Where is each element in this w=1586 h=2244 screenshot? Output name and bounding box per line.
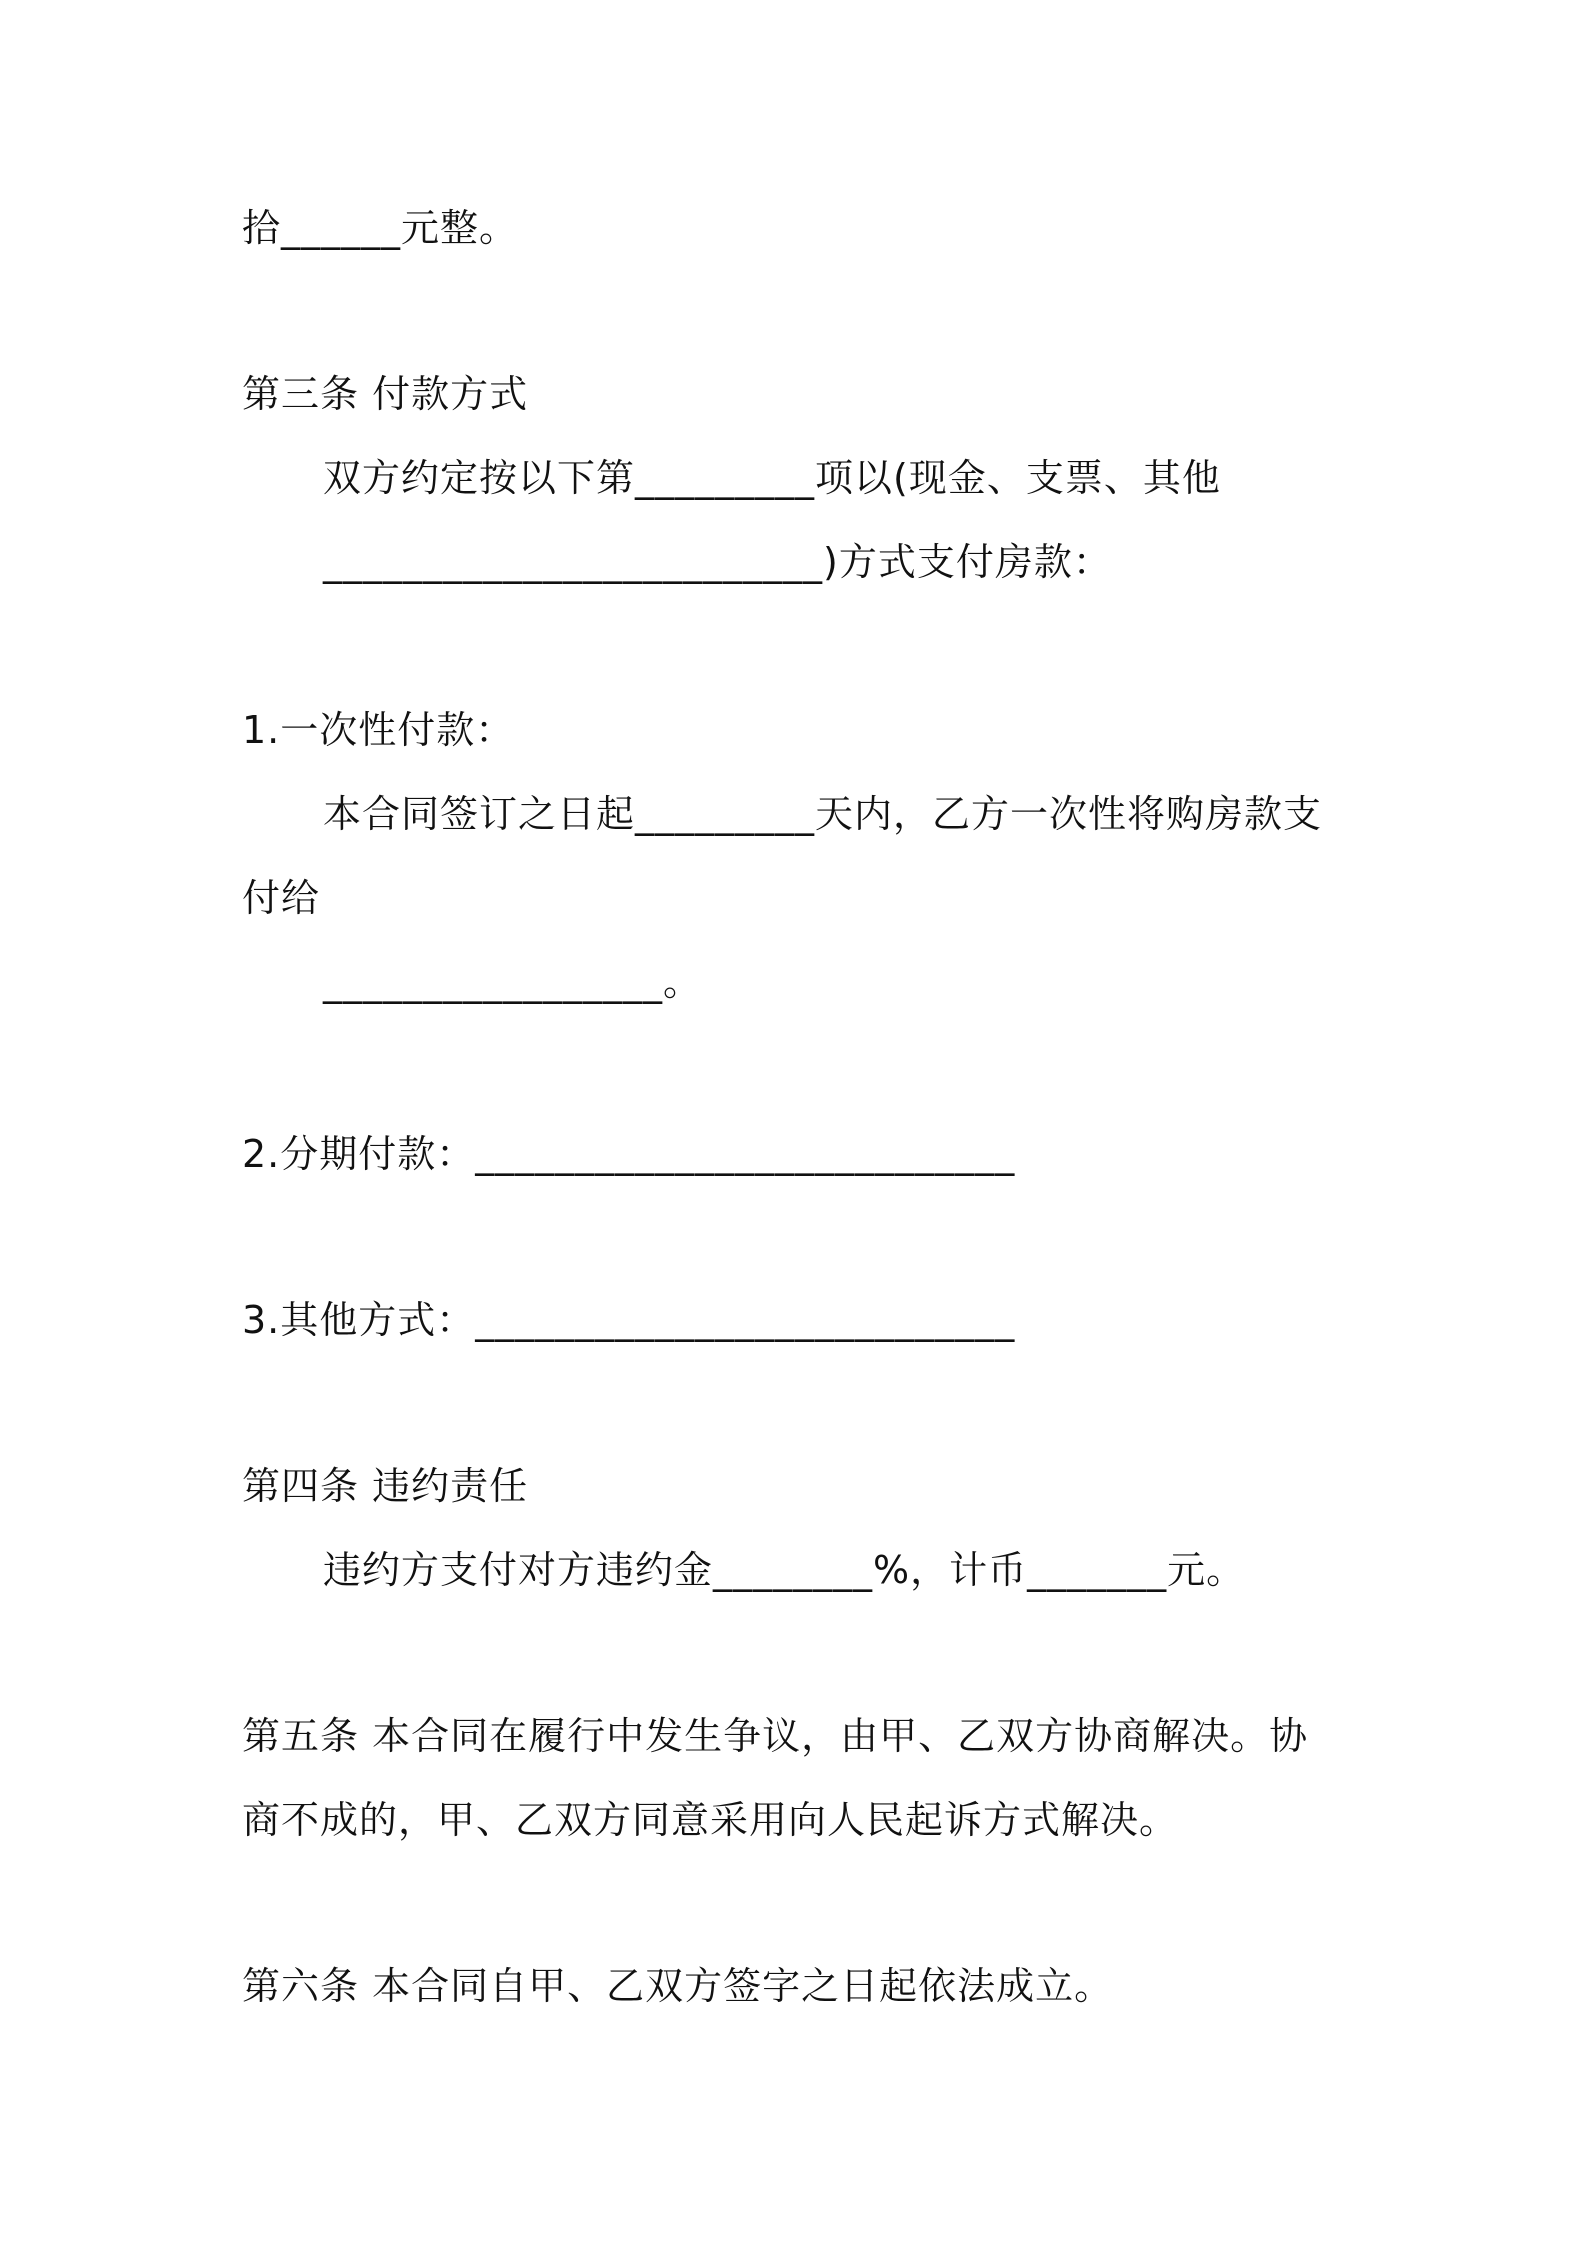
payment-option-2: 2.分期付款：___________________________: [242, 1132, 1016, 1176]
payment-option-1-heading: 1.一次性付款：: [242, 708, 515, 752]
article-3-paragraph-line-2: _________________________)方式支付房款：: [323, 540, 1112, 584]
payment-option-1-line-2: 付给: [242, 876, 321, 920]
article-5-line-1: 第五条 本合同在履行中发生争议，由甲、乙双方协商解决。协: [242, 1714, 1309, 1758]
article-5-line-2: 商不成的，甲、乙双方同意采用向人民起诉方式解决。: [242, 1798, 1179, 1842]
article-4-heading: 第四条 违约责任: [242, 1464, 529, 1508]
article-4-paragraph: 违约方支付对方违约金________%，计币_______元。: [323, 1548, 1246, 1592]
payment-option-3: 3.其他方式：___________________________: [242, 1298, 1016, 1342]
payment-option-1-line-3: _________________。: [323, 960, 703, 1004]
article-3-heading: 第三条 付款方式: [242, 372, 529, 416]
amount-line: 拾______元整。: [242, 206, 519, 250]
article-3-paragraph-line-1: 双方约定按以下第_________项以(现金、支票、其他: [323, 456, 1221, 500]
article-6: 第六条 本合同自甲、乙双方签字之日起依法成立。: [242, 1964, 1114, 2008]
payment-option-1-line-1: 本合同签订之日起_________天内，乙方一次性将购房款支: [323, 792, 1323, 836]
